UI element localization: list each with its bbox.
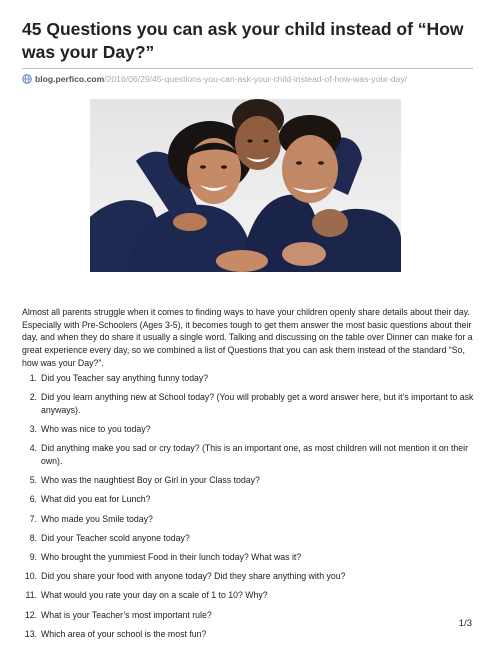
list-item-text: Did you share your food with anyone today? Did they share anything with you? — [41, 571, 346, 582]
list-item-number: 7. — [29, 513, 37, 524]
list-item — [22, 513, 474, 526]
list-item — [22, 628, 474, 641]
list-item-number: 1. — [29, 373, 37, 383]
list-item-number: 13. — [24, 628, 37, 639]
list-item-text: Who was the naughtiest Boy or Girl in your Class today? — [41, 475, 260, 486]
list-item-text: Did your Teacher scold anyone today? — [41, 532, 190, 543]
list-item — [22, 423, 474, 436]
list-item-text: Which area of your school is the most fun? — [41, 628, 207, 639]
list-item — [22, 570, 474, 583]
intro-paragraph: Almost all parents struggle when it comes to finding ways to have your children openly share details about their day. Especially with Pre-Schoolers (Ages 3-5), it becomes tough to get them answer the most basic questions about their day, and when they do share it usually a single word. Talking and discussing on the table over Dinner can make for a great experience every day, so we combined a list of Questions that you can ask them instead of the standard “So, how was your Day?”. — [22, 307, 473, 368]
list-item-text: What would you rate your day on a scale of 1 to 10? Why? — [41, 590, 268, 601]
family-photo — [90, 99, 401, 272]
page-title: 45 Questions you can ask your child instead of “How was your Day?” — [22, 19, 464, 62]
title-divider — [22, 68, 473, 69]
list-item-number: 4. — [29, 443, 37, 454]
list-item-number: 5. — [29, 475, 37, 486]
list-item — [22, 551, 474, 564]
list-item — [22, 372, 474, 385]
list-item-text: Who made you Smile today? — [41, 513, 153, 524]
source-domain-link[interactable]: blog.perfico.com — [35, 74, 105, 84]
list-item-text: Who was nice to you today? — [41, 424, 151, 435]
list-item-text: Did you learn anything new at School today? (You will probably get a word answer here, but it’s important to ask anyways). — [41, 392, 474, 415]
source-line — [22, 73, 482, 85]
list-item-text: Who brought the yummiest Food in their lunch today? What was it? — [41, 552, 302, 563]
list-item-number: 9. — [29, 552, 37, 563]
list-item — [22, 474, 474, 487]
list-item-number: 2. — [29, 392, 37, 403]
list-item — [22, 609, 474, 622]
list-item-number: 3. — [29, 424, 37, 435]
list-item — [22, 442, 474, 467]
list-item-number: 11. — [25, 590, 37, 601]
source-path: /2016/06/29/45-questions-you-can-ask-your-child-instead-of-how-was-your-day/ — [104, 74, 408, 84]
question-list — [22, 372, 474, 647]
list-item — [22, 532, 474, 545]
list-item-text: Did anything make you sad or cry today? (This is an important one, as most children will not mention it on their own). — [41, 443, 469, 467]
page-number: 1/3 — [458, 618, 472, 629]
list-item-number: 10. — [24, 571, 37, 582]
list-item — [22, 589, 474, 602]
list-item — [22, 391, 474, 416]
list-item — [22, 493, 474, 506]
list-item-number: 12. — [24, 609, 37, 620]
list-item-text: What is your Teacher’s most important rule? — [41, 609, 212, 620]
list-item-number: 8. — [29, 532, 37, 543]
list-item-text: What did you eat for Lunch? — [41, 494, 151, 505]
list-item-number: 6. — [29, 494, 37, 505]
list-item-text: Did you Teacher say anything funny today? — [41, 373, 209, 383]
globe-icon — [22, 74, 32, 84]
